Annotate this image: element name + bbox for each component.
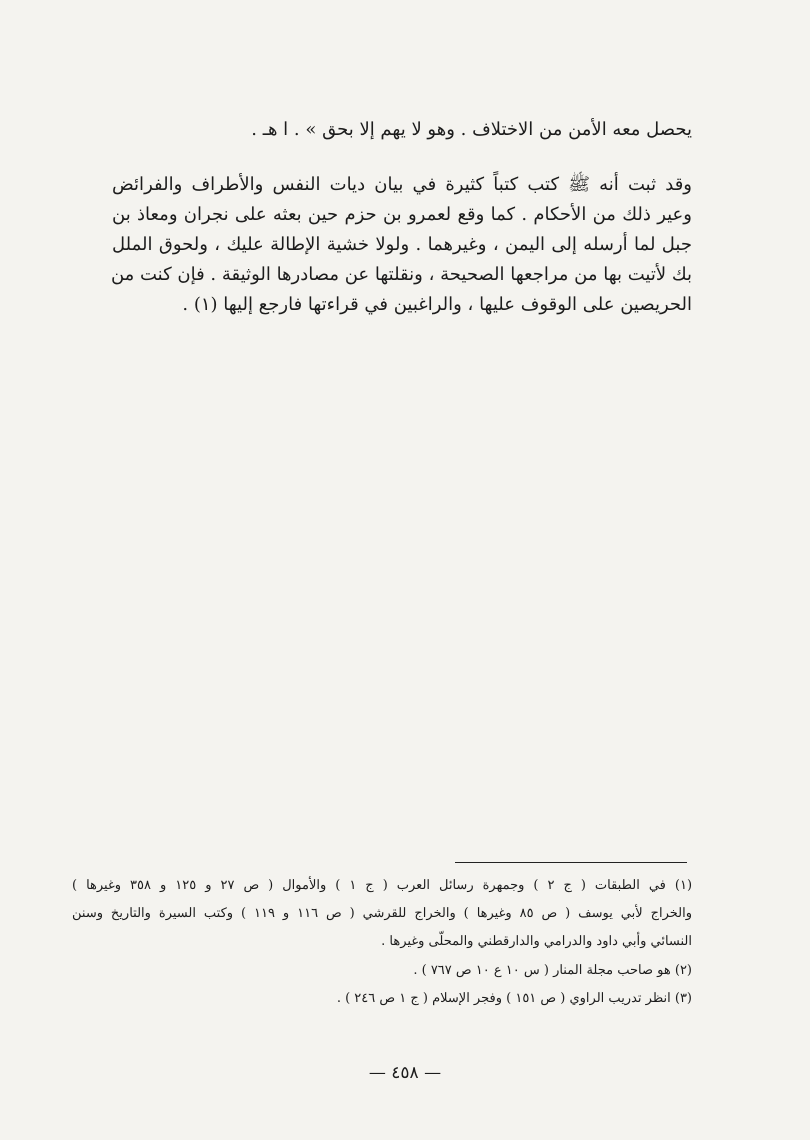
footnote-2: (٢) هو صاحب مجلة المنار ( س ١٠ ع ١٠ ص ٧٦٧ ) .	[413, 963, 692, 978]
paragraph-2-line-5: الحريصين على الوقوف عليها ، والراغبين في قراءتها فارجع إليها (١) .	[182, 294, 692, 315]
page-number: — ٤٥٨ —	[368, 1063, 442, 1083]
footnote-rule	[455, 862, 687, 863]
footnote-1-line-3: النسائي وأبي داود والدرامي والدارقطني والمحلّى وغيرها .	[381, 934, 692, 949]
footnote-1-line-2: والخراج لأبي يوسف ( ص ٨٥ وغيرها ) والخراج للقرشي ( ص ١١٦ و ١١٩ ) وكتب السيرة والتاريخ وسنن	[72, 906, 693, 921]
paragraph-2-line-4: بك لأتيت بها من مراجعها الصحيحة ، ونقلتها عن مصادرها الوثيقة . فإن كنت من	[110, 264, 692, 285]
paragraph-1-line-1: يحصل معه الأمن من الاختلاف . وهو لا يهم إلا بحق » . ا هـ .	[251, 119, 692, 140]
paragraph-2-line-2: وعير ذلك من الأحكام . كما وقع لعمرو بن حزم حين بعثه على نجران ومعاذ بن	[112, 204, 692, 225]
footnote-3: (٣) انظر تدريب الراوي ( ص ١٥١ ) وفجر الإسلام ( ج ١ ص ٢٤٦ ) .	[336, 991, 692, 1006]
footnote-1-line-1: (١) في الطبقات ( ج ٢ ) وجمهرة رسائل العرب ( ج ١ ) والأموال ( ص ٢٧ و ١٢٥ و ٣٥٨ وغيرها )	[72, 878, 693, 893]
paragraph-2-line-3: جبل لما أرسله إلى اليمن ، وغيرهما . ولولا خشية الإطالة عليك ، ولحوق الملل	[112, 234, 692, 255]
paragraph-2-line-1: وقد ثبت أنه ﷺ كتب كتباً كثيرة في بيان ديات النفس والأطراف والفرائض	[112, 174, 692, 195]
